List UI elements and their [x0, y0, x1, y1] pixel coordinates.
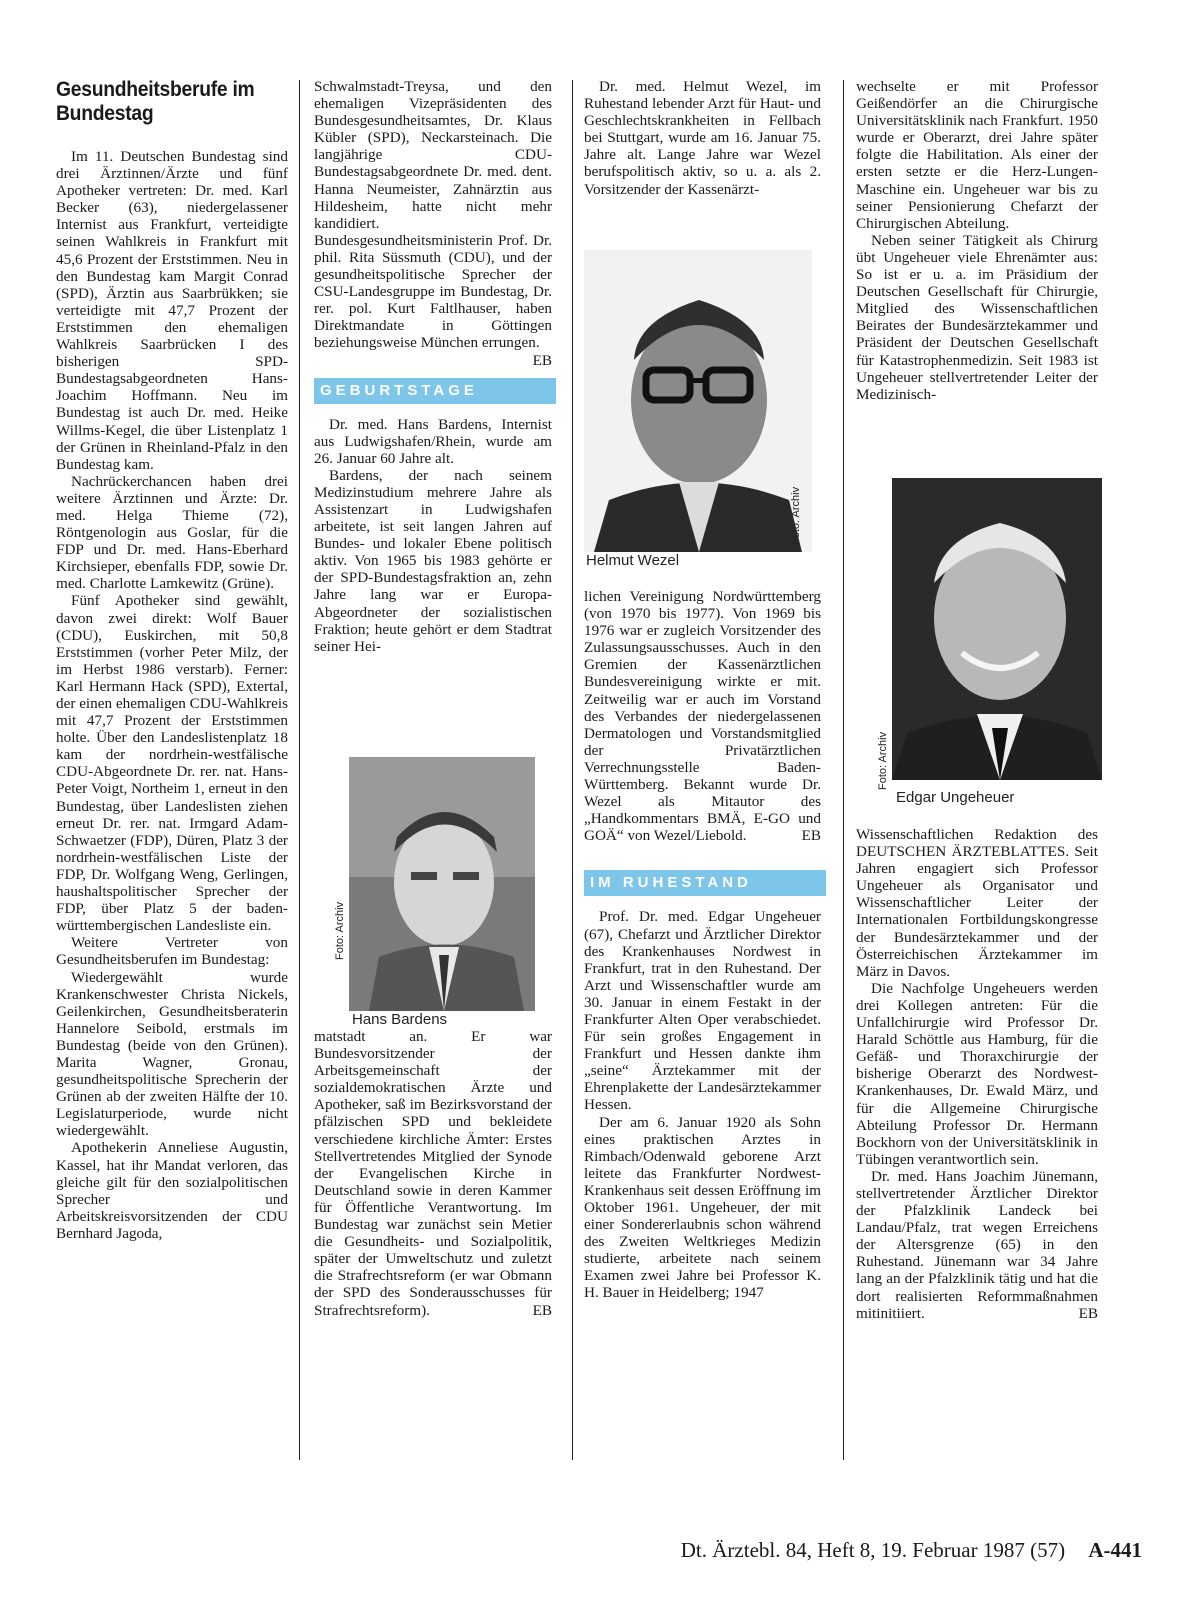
paragraph: Der am 6. Januar 1920 als Sohn eines praktischen Arztes in Rimbach/Odenwald geborene Arzt leitete das Frankfurter Nordwest-Krankenhaus seit dessen Eröffnung im Oktober 1961. Ungeheuer, der mit einer Sondererlaubnis schon während des Zweiten Weltkrieges Medizin studierte, arbeitete nach seinem Examen zwei Jahre bei Professor K. H. Bauer in Heidelberg; 1947: [584, 1113, 821, 1302]
author-sign: EB: [801, 827, 821, 845]
paragraph: Prof. Dr. med. Edgar Ungeheuer (67), Chefarzt und Ärztlicher Direktor des Krankenhauses Nordwest in Frankfurt, trat in den Ruhestand. Der Arzt und Wissenschaftler wurde am 30. Januar in einem Festakt in der Frankfurter Alten Oper verabschiedet. Für sein großes Engagement in Frankfurt und Hessen dankte ihm „seine“ Ärztekammer mit der Ehrenplakette der Landesärztekammer Hessen.: [584, 908, 821, 1114]
section-banner-ruhestand: IM RUHESTAND: [584, 870, 826, 896]
photo-credit: Foto: Archiv: [877, 731, 889, 790]
author-sign: EB: [1078, 1304, 1098, 1322]
paragraph: wechselte er mit Professor Geißendörfer an die Chirurgische Universitätsklinik nach Frankfurt. 1950 wurde er Oberarzt, drei Jahre später folgte die Habilitation. Als einer der ersten setzte er die Herz-Lungen-Maschine ein. Ungeheuer war bis zu seiner Pensionierung Chefarzt der Chirurgischen Abteilung.: [856, 78, 1098, 232]
section-banner-geburtstage: GEBURTSTAGE: [314, 378, 556, 404]
column-1: [56, 78, 288, 1242]
paragraph: matstadt an. Er war Bundesvorsitzender der Arbeitsgemeinschaft der sozialdemokratischen Ärzte und Apotheker, saß im Bezirksvorstand der pfälzischen SPD und bekleidete verschiedene kirchliche Ämter: Erstes Stellvertretendes Mitglied der Synode der Evangelischen Kirche in Deutschland sowie in deren Kammer für Öffentliche Verantwortung. Im Bundestag war zunächst sein Metier die Gesundheits- und Sozialpolitik, später der Umweltschutz und zuletzt die Strafrechtsreform (er war Obmann der SPD des Sonderausschusses für Strafrechtsreform). EB: [314, 1028, 552, 1319]
paragraph: Dr. med. Helmut Wezel, im Ruhestand lebender Arzt für Haut- und Geschlechtskrankheiten in Fellbach bei Stuttgart, wurde am 16. Januar 75. Jahre alt. Lange Jahre war Wezel berufspolitisch aktiv, so u. a. als 2. Vorsitzender der Kassenärzt-: [584, 78, 821, 198]
paragraph: Dr. med. Hans Joachim Jünemann, stellvertretender Ärztlicher Direktor der Pfalzklinik Landeck bei Landau/Pfalz, trat wegen Erreichens der Altersgrenze (65) in den Ruhestand. Jünemann war 34 Jahre lang an der Pfalzklinik tätig und hat die dort realisierten Reformmaßnahmen mitinitiiert. EB: [856, 1167, 1098, 1322]
paragraph: Wiedergewählt wurde Krankenschwester Christa Nickels, Geilenkirchen, Gesundheitsberaterin Hannelore Seibold, erstmals im Bundestag (beide von den Grünen). Marita Wagner, Gronau, gesundheitspolitische Sprecherin der Grünen ab der zweiten Hälfte der 10. Legislaturperiode, wurde nicht wiedergewählt.: [56, 968, 288, 1140]
paragraph: Dr. med. Hans Bardens, Internist aus Ludwigshafen/Rhein, wurde am 26. Januar 60 Jahre alt.: [314, 415, 552, 467]
paragraph: Wissenschaftlichen Redaktion des DEUTSCHEN ÄRZTEBLATTES. Seit Jahren engagiert sich Professor Ungeheuer als Organisator und Wissenschaftlicher Leiter der Internationalen Fortbildungskongresse der Bundesärztekammer und der Österreichischen Ärztekammer im März in Davos.: [856, 826, 1098, 980]
column-2-bottom: [314, 1028, 552, 1319]
photo-caption: Edgar Ungeheuer: [896, 789, 1015, 806]
column-3: [584, 78, 821, 198]
portrait-image: [349, 757, 535, 1011]
column-4-bottom: [856, 826, 1098, 1322]
photo-caption: Hans Bardens: [352, 1011, 448, 1028]
page-footer: [622, 1538, 1142, 1563]
column-rule: [299, 80, 300, 1460]
photo-hans-bardens: [349, 757, 535, 1011]
author-sign: EB: [532, 351, 552, 369]
paragraph: Weitere Vertreter von Gesundheitsberufen im Bundestag:: [56, 934, 288, 969]
paragraph: Bardens, der nach seinem Medizinstudium mehrere Jahre als Assistenzart in Ludwigshafen arbeitete, ist seit langen Jahren auf Bundes- und lokaler Ebene politisch aktiv. Von 1965 bis 1983 gehörte er der SPD-Bundestagsfraktion an, zehn Jahre lang war er Europa-Abgeordneter der sozialistischen Fraktion; heute gehört er dem Stadtrat seiner Hei-: [314, 466, 552, 655]
column-4: [856, 78, 1098, 403]
column-3-mid: [584, 588, 821, 1302]
photo-caption: Helmut Wezel: [586, 552, 680, 569]
portrait-image: [892, 478, 1102, 780]
paragraph: Fünf Apotheker sind gewählt, davon zwei direkt: Wolf Bauer (CDU), Euskirchen, mit 50,8 Erststimmen (vorher Peter Milz, der im Herbst 1986 verstarb). Ferner: Karl Hermann Hack (SPD), Extertal, der einen ehemaligen CDU-Wahlkreis mit 47,7 Prozent der Erststimmen holte. Über den Landeslistenplatz 18 kam der nordrhein-westfälische CDU-Abgeordnete Dr. rer. nat. Hans-Peter Voigt, Northeim 1, erneut in den Bundestag, über Landeslisten ziehen erneut Dr. rer. nat. Irmgard Adam-Schwaetzer (FDP), Düren, Platz 3 der nordrhein-westfälischen Liste der FDP, Dr. Wolfgang Weng, Gerlingen, haushaltspolitischer Sprecher der FDP, über Platz 5 der baden-württembergischen Landesliste ein.: [56, 592, 288, 935]
column-2: [314, 78, 552, 655]
citation: Dt. Ärztebl. 84, Heft 8, 19. Februar 1987 (57): [680, 1538, 1066, 1562]
paragraph: Nachrückerchancen haben drei weitere Ärztinnen und Ärzte: Dr. med. Helga Thieme (72), Röntgenologin aus Goslar, für die FDP und Dr. med. Hans-Eberhard Kirchsieper, ebenfalls FDP, sowie Dr. med. Charlotte Lamkewitz (Grüne).: [56, 472, 288, 593]
column-rule: [572, 80, 573, 1460]
portrait-image: [584, 250, 812, 552]
photo-credit: Foto: Archiv: [790, 486, 802, 545]
column-rule: [843, 80, 844, 1460]
paragraph: Die Nachfolge Ungeheuers werden drei Kollegen antreten: Für die Unfallchirurgie wird Professor Dr. Harald Schöttle aus Hamburg, für die Gefäß- und Thoraxchirurgie der bisherige Oberarzt des Nordwest-Krankenhauses, Dr. Ewald März, und für die Allgemeine Chirurgische Abteilung Professor Dr. Hermann Bockhorn von der Universitätsklinik in Tübingen verantwortlich sein.: [856, 979, 1098, 1168]
paragraph: Im 11. Deutschen Bundestag sind drei Ärztinnen/Ärzte und fünf Apotheker vertreten: Dr. med. Karl Becker (63), niedergelassener Internist aus Frankfurt, verteidigte seinen Wahlkreis in Frankfurt mit 45,6 Prozent der Erststimmen. Neu in den Bundestag kam Margit Conrad (SPD), Ärztin aus Saarbrükken; sie verteidigte mit 47,7 Prozent der Erststimmen den ehemaligen Wahlkreis Saarbrücken I des bisherigen SPD-Bundestagsabgeordneten Hans-Joachim Hoffmann. Neu im Bundestag ist auch Dr. med. Heike Willms-Kegel, die über Listenplatz 1 der Grünen in Rheinland-Pfalz in den Bundestag kam.: [56, 148, 288, 473]
paragraph: Apothekerin Anneliese Augustin, Kassel, hat ihr Mandat verloren, das gleiche gilt für den sozialpolitischen Sprecher und Arbeitskreisvorsitzenden der CDU Bernhard Jagoda,: [56, 1139, 288, 1242]
paragraph: lichen Vereinigung Nordwürttemberg (von 1970 bis 1977). Von 1969 bis 1976 war er zugleich Vorsitzender des Zulassungsausschusses. Auch in den Gremien der Kassenärztlichen Bundesvereinigung wirkte er mit. Zeitweilig war er auch im Vorstand des Verbandes der niedergelassenen Dermatologen und Vorstandsmitglied der Privatärztlichen Verrechnungsstelle Baden-Württemberg. Bekannt wurde Dr. Wezel als Mitautor des „Handkommentars BMÄ, E-GO und GOÄ“ von Wezel/Liebold. EB: [584, 588, 821, 845]
author-sign: EB: [532, 1301, 552, 1319]
paragraph: Neben seiner Tätigkeit als Chirurg übt Ungeheuer viele Ehrenämter aus: So ist er u. a. im Präsidium der Deutschen Gesellschaft für Chirurgie, Mitglied des Wissenschaftlichen Beirates der Bundesärztekammer und Präsident der Deutschen Gesellschaft für Katastrophenmedizin. Seit 1983 ist Ungeheuer stellvertretender Leiter der Medizinisch-: [856, 231, 1098, 403]
article-title: Gesundheitsberufe im Bundestag: [56, 78, 255, 125]
page-number: A-441: [1088, 1538, 1142, 1562]
photo-credit: Foto: Archiv: [334, 901, 346, 960]
photo-edgar-ungeheuer: [892, 478, 1102, 780]
paragraph: Schwalmstadt-Treysa, und den ehemaligen Vizepräsidenten des Bundesgesundheitsamtes, Dr. Klaus Kübler (SPD), Neckarsteinach. Die langjährige CDU-Bundestagsabgeordnete Dr. med. dent. Hanna Neumeister, Zahnärztin aus Hildesheim, hatte nicht mehr kandidiert. Bundesgesundheitsministerin Prof. Dr. phil. Rita Süssmuth (CDU), und der gesundheitspolitische Sprecher der CSU-Landesgruppe im Bundestag, Dr. rer. pol. Kurt Faltlhauser, haben Direktmandate in Göttingen beziehungsweise München errungen. EB: [314, 78, 552, 369]
photo-helmut-wezel: [584, 250, 812, 552]
